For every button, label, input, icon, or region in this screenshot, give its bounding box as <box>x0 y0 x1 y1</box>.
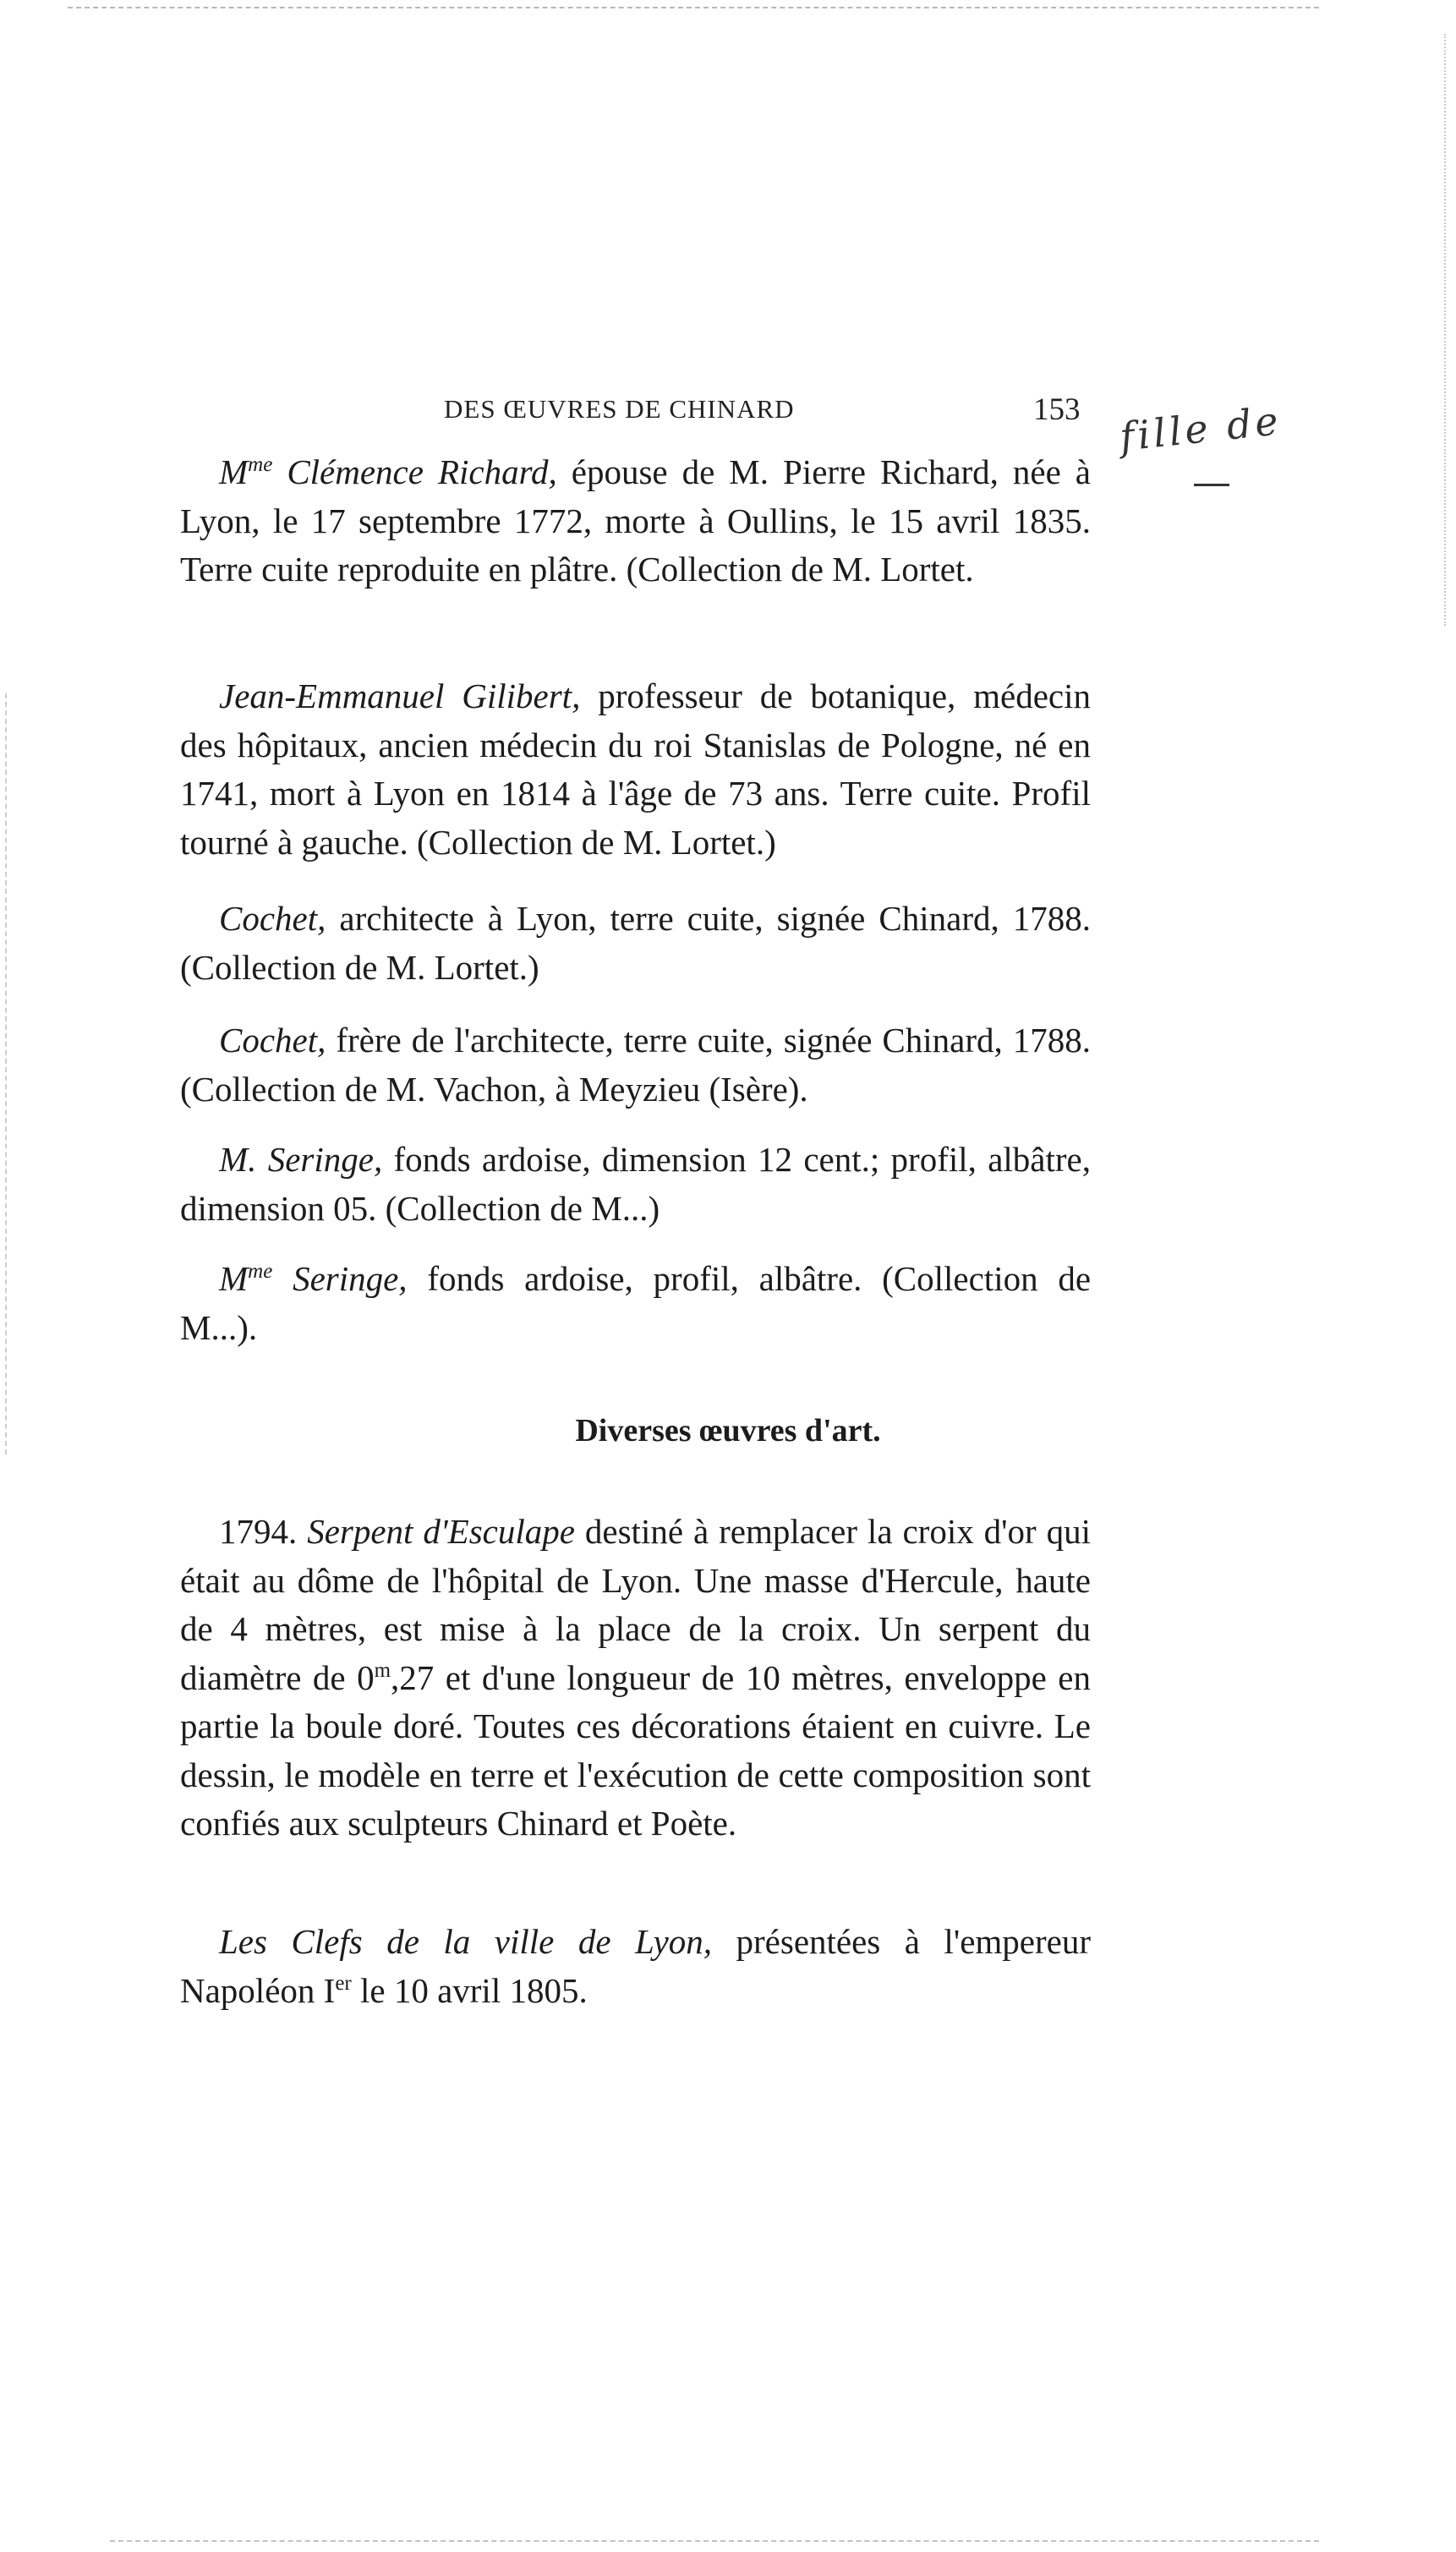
handwritten-annotation: fille de <box>1117 397 1284 460</box>
paragraph-text-a: présentées à l'empereur Napoléon I <box>180 1922 1091 2010</box>
paragraph-serpent <box>180 1508 1091 1848</box>
entry-text: professeur de botanique, médecin des hôpitaux, ancien médecin du roi Stanislas de Pologne, né en 1741, mort à Lyon en 1814 à l'âge de 73 ans. Terre cuite. Profil tourné à gauche. (Collection de M. Lortet.) <box>180 676 1091 862</box>
paragraph-text-a: destiné à remplacer la croix d'or qui était au dôme de l'hôpital de Lyon. Une masse d'Hercule, haute de 4 mètres, est mise à la place de la croix. Un serpent du diamètre de 0 <box>180 1512 1092 1697</box>
scan-edge-left <box>5 693 7 1454</box>
section-heading: Diverses œuvres d'art. <box>575 1413 881 1449</box>
entry-name: M. Seringe, <box>219 1140 383 1179</box>
entry-text: épouse de M. Pierre Richard, née à Lyon, le 17 septembre 1772, morte à Oullins, le 15 avril 1835. Terre cuite reproduite en plâtre. (Collection de M. Lortet. <box>180 452 1092 589</box>
entry-cochet-architect <box>180 895 1091 992</box>
entry-mme-seringe <box>180 1255 1091 1352</box>
page-number: 153 <box>1033 392 1081 427</box>
entry-name: Seringe, <box>293 1259 408 1298</box>
paragraph-year: 1794. <box>219 1512 298 1551</box>
entry-text: frère de l'architecte, terre cuite, signée Chinard, 1788. (Collection de M. Vachon, à Meyzieu (Isère). <box>180 1021 1092 1109</box>
paragraph-title: Serpent d'Esculape <box>307 1512 575 1551</box>
entry-name: Clémence Richard, <box>287 452 557 491</box>
scan-edge-bottom <box>110 2540 1319 2542</box>
entry-name: Cochet, <box>219 1021 326 1060</box>
scan-edge-right <box>1444 34 1446 626</box>
entry-gilibert <box>180 672 1091 867</box>
entry-name: Cochet, <box>219 899 326 938</box>
entry-prefix: $M^{me}$ <box>219 1259 273 1298</box>
entry-text: fonds ardoise, dimension 12 cent.; profil, albâtre, dimension 05. (Collection de M...) <box>180 1140 1091 1228</box>
annotation-underline <box>1194 484 1229 486</box>
entry-cochet-brother <box>180 1016 1091 1114</box>
paragraph-title: Les Clefs de la ville de Lyon, <box>219 1922 713 1961</box>
paragraph-clefs <box>180 1918 1091 2015</box>
entry-m-seringe <box>180 1136 1091 1233</box>
unit-superscript: m <box>374 1658 391 1682</box>
entry-clemence-richard <box>180 448 1091 594</box>
entry-name: Jean-Emmanuel Gilibert, <box>219 676 581 715</box>
entry-text: fonds ardoise, profil, albâtre. (Collection de M...). <box>180 1259 1092 1347</box>
entry-prefix: $M^{me}$ <box>219 452 273 491</box>
paragraph-text-b: le 10 avril 1805. <box>359 1970 588 2010</box>
scan-edge-top <box>68 7 1319 8</box>
paragraph-text-b: ,27 et d'une longueur de 10 mètres, enveloppe en partie la boule doré. Toutes ces décorations étaient en cuivre. Le dessin, le modèle en terre et l'exécution de cette composition sont confiés aux sculpteurs Chinard et Poète. <box>180 1657 1091 1843</box>
ordinal-superscript: er <box>335 1971 352 1995</box>
running-title: DES ŒUVRES DE CHINARD <box>444 394 795 424</box>
entry-text: architecte à Lyon, terre cuite, signée Chinard, 1788. (Collection de M. Lortet.) <box>180 899 1091 987</box>
